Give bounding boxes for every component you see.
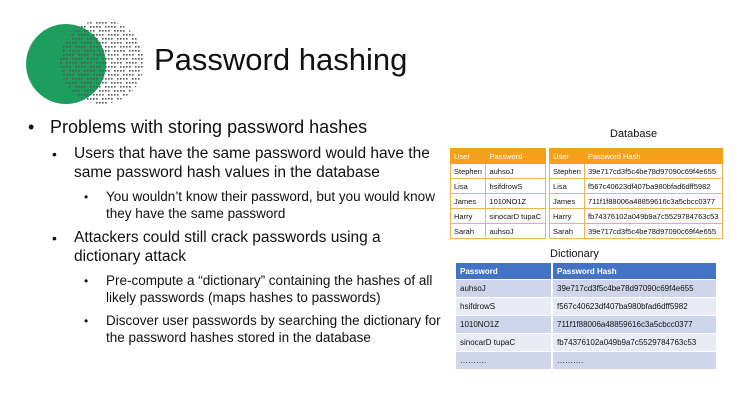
bullet-dot-icon: • [84, 314, 89, 328]
database-caption: Database [610, 128, 658, 140]
table-row [550, 194, 723, 209]
table-cell: 1010NO1Z [456, 316, 552, 334]
bullet-item [84, 312, 448, 346]
table-cell: 711f1f88006a48859616c3a5cbcc0377 [552, 316, 716, 334]
table-cell: Harry [451, 209, 486, 224]
table-row [550, 179, 723, 194]
course-logo [24, 18, 144, 108]
table-row [456, 334, 716, 352]
table-cell: James [550, 194, 585, 209]
bullet-text: Pre-compute a “dictionary” containing the hashes of all likely passwords (maps hashes to passwords) [106, 273, 433, 305]
table-header: Password Hash [584, 149, 722, 164]
table-row [456, 280, 716, 298]
table-cell: Stephen [451, 164, 486, 179]
table-cell: f567c40623df407ba980bfad6dff5982 [584, 179, 722, 194]
bullet-text: Attackers could still crack passwords using a dictionary attack [74, 229, 381, 265]
table-cell: Harry [550, 209, 585, 224]
bullet-list [28, 116, 448, 352]
bullet-dot-icon: • [52, 230, 57, 246]
dictionary-caption: Dictionary [550, 248, 599, 260]
bullet-dot-icon: • [84, 190, 89, 204]
bullet-item [84, 188, 448, 222]
table-header: Password [486, 149, 546, 164]
table-cell: sinocarD tupaC [456, 334, 552, 352]
bullet-text: You wouldn’t know their password, but you would know they have the same password [106, 189, 435, 221]
slide-title: Password hashing [154, 42, 408, 77]
table-cell: Lisa [451, 179, 486, 194]
table-row [451, 209, 546, 224]
table-cell: ………. [552, 352, 716, 370]
table-cell: Lisa [550, 179, 585, 194]
table-row [550, 224, 723, 239]
table-cell: fb74376102a049b9a7c5529784763c53 [584, 209, 722, 224]
database-hash-table [549, 148, 723, 239]
bullet-dot-icon: • [84, 274, 89, 288]
table-cell: James [451, 194, 486, 209]
table-row [451, 194, 546, 209]
table-cell: auhsoJ [486, 164, 546, 179]
table-row [456, 316, 716, 334]
table-row [451, 164, 546, 179]
table-header: Password [456, 263, 552, 280]
table-cell: 711f1f88006a48859616c3a5cbcc0377 [584, 194, 722, 209]
table-cell: Stephen [550, 164, 585, 179]
table-header: User [451, 149, 486, 164]
table-row [550, 164, 723, 179]
table-cell: hsifdrowS [486, 179, 546, 194]
table-row [451, 179, 546, 194]
dictionary-table [456, 263, 716, 369]
table-row [451, 224, 546, 239]
table-cell: 39e717cd3f5c4be78d97090c69f4e655 [584, 224, 722, 239]
table-row [550, 209, 723, 224]
bullet-dot-icon: • [28, 117, 35, 137]
table-cell: auhsoJ [486, 224, 546, 239]
bullet-dot-icon: • [52, 146, 57, 162]
table-header: User [550, 149, 585, 164]
database-users-table [450, 148, 546, 239]
table-cell: auhsoJ [456, 280, 552, 298]
table-cell: f567c40623df407ba980bfad6dff5982 [552, 298, 716, 316]
bullet-text: Users that have the same password would have the same password hash values in the database [74, 145, 430, 181]
bullet-item [52, 144, 448, 182]
table-cell: fb74376102a049b9a7c5529784763c53 [552, 334, 716, 352]
table-cell: 39e717cd3f5c4be78d97090c69f4e655 [552, 280, 716, 298]
bullet-item [84, 272, 448, 306]
table-row [456, 298, 716, 316]
table-cell: Sarah [451, 224, 486, 239]
bullet-item [52, 228, 448, 266]
table-row [456, 352, 716, 370]
table-cell: ………. [456, 352, 552, 370]
bullet-item [28, 116, 448, 138]
table-cell: 39e717cd3f5c4be78d97090c69f4e655 [584, 164, 722, 179]
table-cell: sinocarD tupaC [486, 209, 546, 224]
bullet-text: Problems with storing password hashes [50, 117, 368, 137]
table-header: Password Hash [552, 263, 716, 280]
table-cell: hsifdrowS [456, 298, 552, 316]
table-cell: Sarah [550, 224, 585, 239]
table-cell: 1010NO1Z [486, 194, 546, 209]
bullet-text: Discover user passwords by searching the dictionary for the password hashes stored in the database [106, 313, 441, 345]
